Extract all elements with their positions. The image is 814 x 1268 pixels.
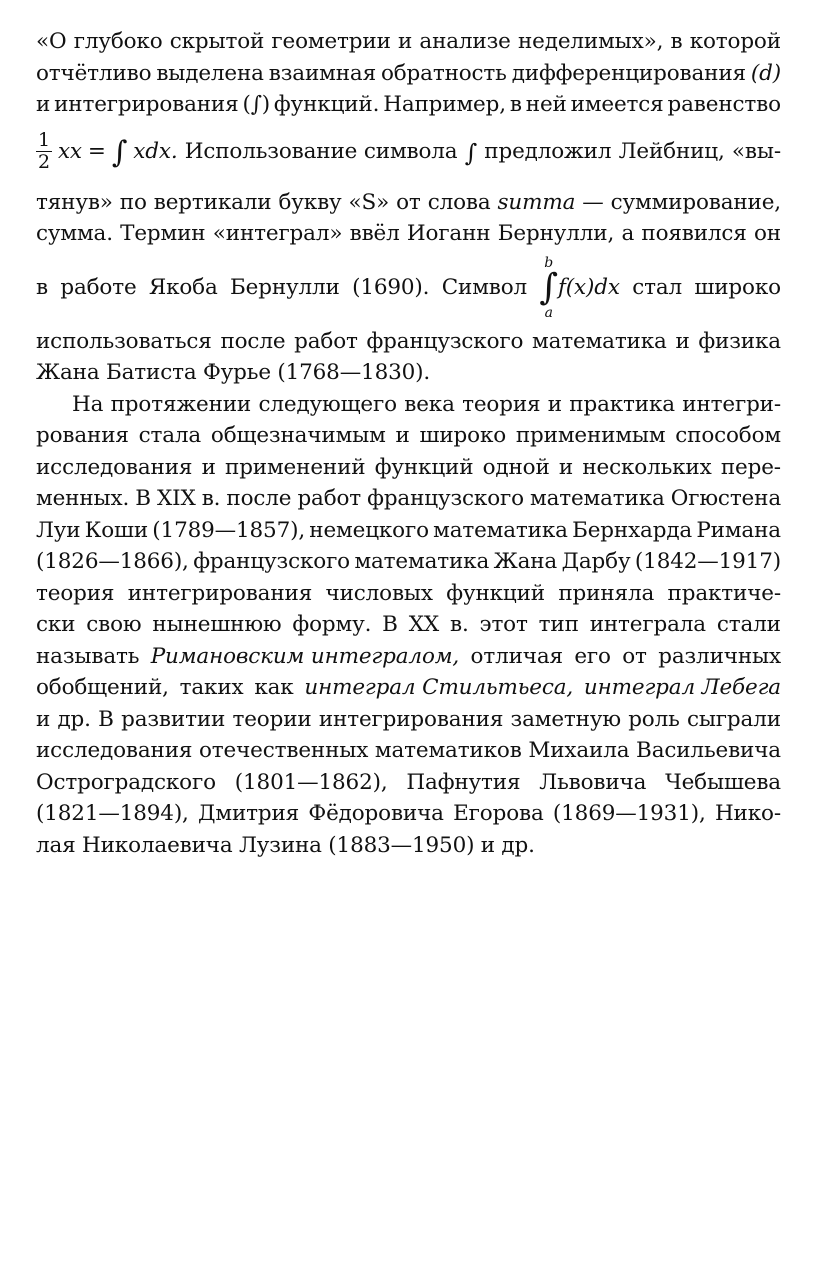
word: и: [201, 454, 216, 480]
word: (1842—1917): [634, 549, 781, 574]
word: математика: [354, 549, 490, 574]
word: Львовича: [539, 769, 647, 795]
word: др.: [501, 832, 535, 858]
word: Нико-: [714, 801, 781, 826]
word: заметную: [510, 706, 621, 732]
word: обобщений,: [36, 675, 169, 700]
word: функций.: [273, 92, 380, 117]
word: широко: [694, 275, 781, 300]
text-line: [36, 58, 781, 90]
italic-term: Римановским интегралом,: [150, 643, 460, 669]
text-line: [36, 704, 781, 736]
word: отечественных: [199, 738, 369, 763]
word: Например,: [383, 92, 506, 117]
text-line: [36, 578, 781, 610]
word: лая: [36, 832, 76, 858]
word: Бернулли,: [497, 221, 615, 246]
word: от: [622, 643, 647, 669]
word: применимым: [515, 423, 666, 448]
word: букву: [278, 189, 342, 215]
word: нынешнюю: [152, 612, 282, 637]
word: после: [220, 328, 286, 354]
text-line: [36, 515, 781, 547]
word: На: [72, 391, 104, 417]
formula-line: [36, 117, 781, 187]
word: Символ: [441, 275, 528, 300]
word: века: [404, 391, 455, 417]
word: которой: [689, 29, 781, 54]
word: и: [480, 832, 495, 858]
italic-term: интеграл Лебега: [583, 675, 781, 700]
word: отличая: [470, 643, 563, 669]
text-line: [36, 641, 781, 673]
word: (d): [750, 60, 781, 86]
word: XX: [408, 612, 440, 637]
word: ввёл: [349, 221, 400, 246]
word: (1768—1830).: [277, 360, 431, 385]
word: вертикали: [153, 189, 272, 215]
word: практика: [569, 391, 675, 417]
word: анализе: [419, 29, 511, 54]
text-line: [36, 326, 781, 358]
word: Огюстена: [670, 486, 781, 511]
word: стал: [632, 275, 683, 300]
word: взаимная: [268, 60, 376, 86]
word: (1826—1866),: [36, 549, 189, 574]
text-line: [36, 218, 781, 250]
word: Коши: [84, 517, 149, 543]
word: интегрирования: [127, 580, 313, 606]
word: Лузина: [238, 832, 322, 858]
word: выделена: [156, 60, 264, 86]
word: Остроградского: [36, 769, 216, 795]
word: Римана: [696, 517, 781, 543]
text-line: [36, 389, 781, 421]
integral-line: [36, 250, 781, 326]
word: тянув»: [36, 189, 113, 215]
word: Николаевича: [82, 832, 233, 858]
word: в: [509, 92, 522, 117]
word: интегри-: [682, 391, 781, 417]
word: интеграла: [589, 612, 706, 637]
word: стали: [716, 612, 781, 637]
word: роль: [628, 706, 680, 732]
word: он: [754, 221, 781, 246]
italic-term: интеграл Стильтьеса,: [304, 675, 574, 700]
word: и: [675, 328, 690, 354]
document-page: [36, 26, 781, 861]
text-line: [36, 483, 781, 515]
word: —: [582, 189, 604, 215]
word: тип: [538, 612, 579, 637]
integrand: f(x)dx: [558, 275, 620, 300]
word: и: [36, 706, 51, 732]
word: ски: [36, 612, 76, 637]
word: французского: [367, 486, 524, 511]
word: работе: [60, 275, 137, 300]
word: (1869—1931),: [552, 801, 706, 826]
word: математика: [530, 486, 665, 511]
word: (1690).: [352, 275, 430, 300]
word: интегрирования: [318, 706, 504, 732]
word: Термин: [120, 221, 206, 246]
word: протяжении: [110, 391, 252, 417]
word: Фёдоровича: [308, 801, 444, 826]
word: В: [382, 612, 398, 637]
word: В: [135, 486, 151, 511]
word: математика: [433, 517, 568, 543]
word: «интеграл»: [212, 221, 343, 246]
word: Бернхарда: [572, 517, 693, 543]
word: исследования: [36, 738, 193, 763]
word: Васильевича: [636, 738, 781, 763]
word: приняла: [558, 580, 655, 606]
word: широко: [419, 423, 507, 448]
word: математика: [532, 328, 667, 354]
word: ней: [525, 92, 567, 117]
text-line: [36, 187, 781, 219]
word: и: [558, 454, 574, 480]
word: и: [395, 423, 410, 448]
word: по: [119, 189, 147, 215]
word: «вы-: [731, 139, 781, 164]
word: а: [621, 221, 635, 246]
word: Фурье: [202, 360, 271, 385]
word: нескольких: [582, 454, 712, 480]
word: этот: [479, 612, 528, 637]
formula-equals: =: [87, 139, 106, 164]
fraction-one-half: [36, 130, 52, 173]
word: Дарбу: [561, 549, 631, 574]
word: стала: [138, 423, 202, 448]
word: одной: [482, 454, 550, 480]
word: имеется: [570, 92, 664, 117]
word: функций: [446, 580, 545, 606]
word: (1883—1950): [328, 832, 475, 858]
word: Жана: [36, 360, 100, 385]
word: Иоганн: [406, 221, 491, 246]
word: Жана: [493, 549, 558, 574]
word: называть: [36, 643, 140, 669]
word: Егорова: [453, 801, 544, 826]
word: сыграли: [686, 706, 781, 732]
word: пере-: [720, 454, 781, 480]
word: «О: [36, 29, 67, 54]
word: Луи: [36, 517, 81, 543]
text-fragment: Использование символа: [184, 139, 458, 164]
word: неделимых»,: [517, 29, 664, 54]
word: работ: [297, 486, 362, 511]
word: исследования: [36, 454, 193, 480]
text-line: [36, 830, 781, 862]
word: (1821—1894),: [36, 801, 189, 826]
word: Якоба: [148, 275, 218, 300]
word: предложил: [484, 139, 612, 164]
word: таких: [179, 675, 244, 700]
word: Батиста: [105, 360, 197, 385]
text-line: [36, 609, 781, 641]
word: Пафнутия: [406, 769, 521, 795]
word: в.: [201, 486, 221, 511]
text-line: [36, 357, 781, 389]
text-line: [36, 798, 781, 830]
word: Чебышева: [665, 769, 781, 795]
word: Михаила: [528, 738, 630, 763]
word: др.: [57, 706, 91, 732]
word: французского: [193, 549, 350, 574]
word: появился: [641, 221, 747, 246]
word: (1789—1857),: [152, 517, 306, 543]
word: дифференцирования: [511, 60, 746, 86]
word: равенство: [667, 92, 781, 117]
leibniz-formula: [36, 130, 178, 173]
integral-limits: [539, 256, 558, 320]
word: теория: [462, 391, 541, 417]
formula-lhs: xx: [57, 139, 82, 164]
word: и: [36, 92, 51, 117]
formula-rhs: xdx.: [133, 139, 178, 164]
word: использоваться: [36, 328, 212, 354]
text-line: [36, 26, 781, 58]
word: математиков: [374, 738, 522, 763]
integral-sign-icon: ∫: [111, 134, 128, 170]
word: работ: [294, 328, 358, 354]
word: геометрии: [271, 29, 391, 54]
word: и: [547, 391, 562, 417]
word: различных: [658, 643, 781, 669]
integral-sign-icon: ∫: [464, 138, 478, 167]
word: глубоко: [73, 29, 163, 54]
word: менных.: [36, 486, 130, 511]
word: слова: [427, 189, 491, 215]
word: в.: [449, 612, 469, 637]
word: интегрирования: [54, 92, 239, 117]
text-line: [36, 420, 781, 452]
lower-limit: a: [544, 304, 553, 321]
word: французского: [366, 328, 524, 354]
upper-limit: b: [544, 254, 554, 271]
word: развитии: [121, 706, 226, 732]
word: как: [254, 675, 294, 700]
word: немецкого: [309, 517, 429, 543]
text-line: [36, 735, 781, 767]
word: его: [574, 643, 611, 669]
text-line: [36, 672, 781, 704]
word: и: [398, 29, 413, 54]
word: отчётливо: [36, 60, 152, 86]
text-line: [36, 452, 781, 484]
word: теория: [36, 580, 115, 606]
integral-sign-icon: ∫: [539, 266, 558, 308]
word: «S»: [348, 189, 390, 215]
word: практиче-: [667, 580, 781, 606]
word: теории: [232, 706, 312, 732]
word: сумма.: [36, 221, 113, 246]
word: функций: [374, 454, 474, 480]
word: свою: [86, 612, 142, 637]
word: Дмитрия: [198, 801, 300, 826]
word: общезначимым: [210, 423, 386, 448]
text-line: [36, 546, 781, 578]
text-line: [36, 89, 781, 121]
word: от: [396, 189, 421, 215]
fraction-numerator: 1: [38, 129, 50, 151]
word: физика: [698, 328, 781, 354]
word: Лейбниц,: [618, 139, 725, 164]
definite-integral: [539, 256, 619, 320]
word: способом: [675, 423, 781, 448]
word: рования: [36, 423, 129, 448]
word: после: [226, 486, 292, 511]
word: скрытой: [169, 29, 265, 54]
word: в: [36, 275, 48, 300]
word: суммирование,: [610, 189, 781, 215]
word: В: [98, 706, 114, 732]
word: summa: [497, 189, 576, 215]
word: применений: [225, 454, 366, 480]
word: следующего: [258, 391, 397, 417]
word: XIX: [156, 486, 196, 511]
word: в: [670, 29, 683, 54]
word: Бернулли: [230, 275, 340, 300]
text-line: [36, 767, 781, 799]
fraction-denominator: 2: [38, 151, 50, 173]
word: обратность: [380, 60, 507, 86]
word: форму.: [292, 612, 372, 637]
word: числовых: [325, 580, 433, 606]
word: (1801—1862),: [234, 769, 388, 795]
word: (∫): [242, 92, 270, 117]
